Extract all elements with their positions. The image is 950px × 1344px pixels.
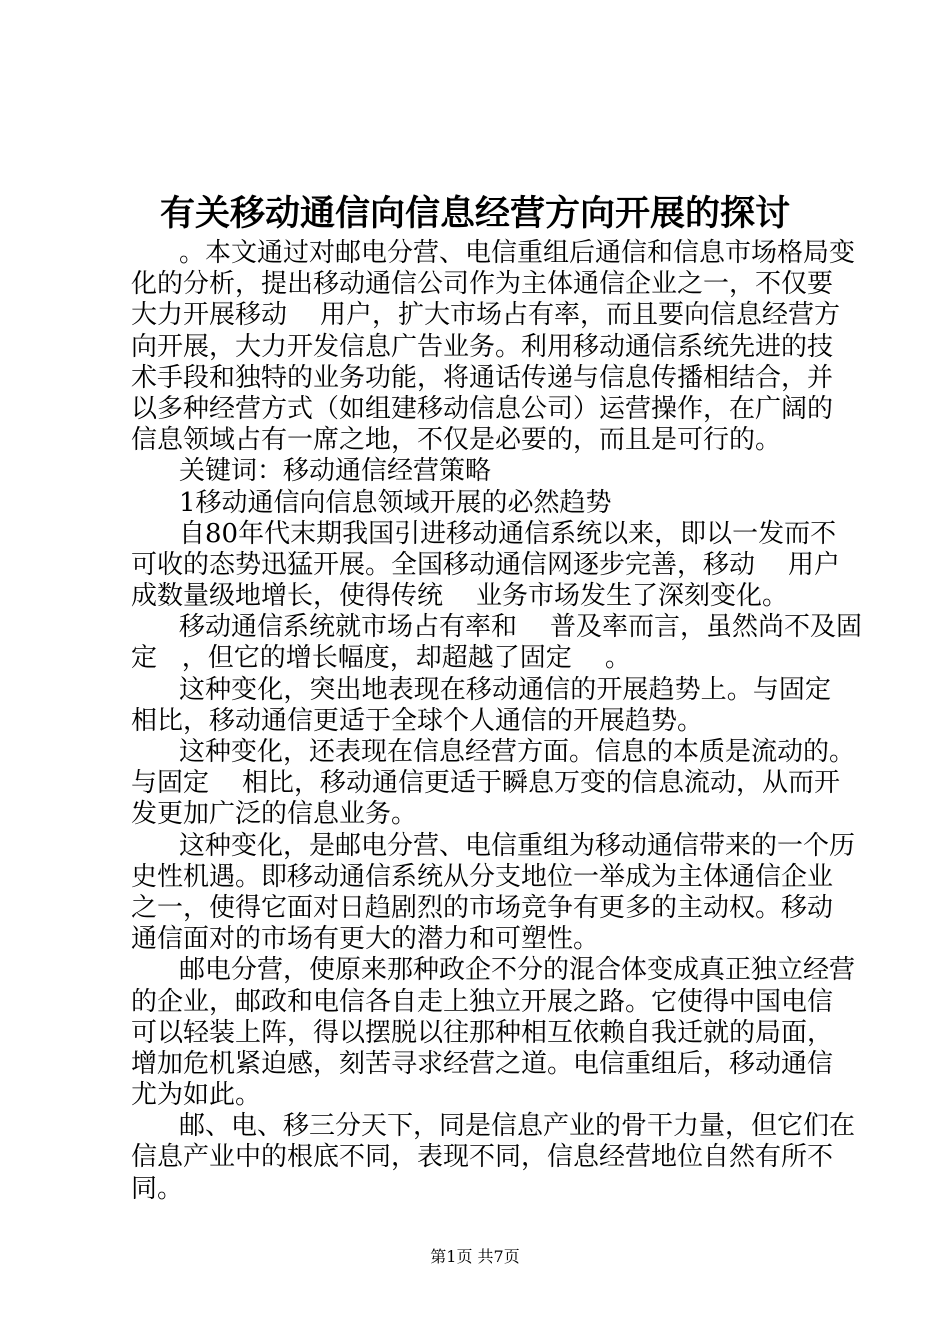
text-line: 发更加广泛的信息业务。 [131,799,418,830]
paragraph [131,737,856,831]
text-line: 尤为如此。 [131,1080,262,1111]
text-line: 这种变化，还表现在信息经营方面。信息的本质是流动的。 [179,737,856,767]
paragraph [131,675,831,737]
paragraph [131,238,856,456]
paragraph [131,830,856,956]
text-line: 邮电分营，使原来那种政企不分的混合体变成真正独立经营 [179,955,856,986]
page-footer: 第1页 共7页 [430,1247,520,1266]
text-line: 这种变化，突出地表现在移动通信的开展趋势上。与固定 [179,674,831,705]
text-line: 大力开展移动 用户，扩大市场占有率，而且要向信息经营方 [131,300,841,331]
text-line: 与固定 相比，移动通信更适于瞬息万变的信息流动，从而开 [131,768,841,799]
paragraph [131,612,863,674]
text-line: 的企业，邮政和电信各自走上独立开展之路。它使得中国电信 [131,986,834,1017]
text-line: 通信面对的市场有更大的潜力和可塑性。 [131,924,600,955]
text-line: 以多种经营方式（如组建移动信息公司）运营操作，在广阔的 [131,393,834,424]
text-line: 可收的态势迅猛开展。全国移动通信网逐步完善，移动 用户 [131,549,841,580]
text-line: 成数量级地增长，使得传统 业务市场发生了深刻变化。 [131,581,789,612]
paragraph [131,488,831,519]
text-line: 移动通信系统就市场占有率和 普及率而言，虽然尚不及固 [179,612,863,643]
paragraph [131,456,831,487]
text-line: 信息领域占有一席之地，不仅是必要的，而且是可行的。 [131,425,782,456]
text-line: 化的分析，提出移动通信公司作为主体通信企业之一，不仅要 [131,269,834,300]
text-line: 向开展，大力开发信息广告业务。利用移动通信系统先进的技 [131,331,834,362]
paragraph [131,1111,856,1205]
text-line: 自80年代末期我国引进移动通信系统以来，即以一发而不 [179,518,837,549]
paragraph [131,518,841,613]
text-line: 关键词：移动通信经营策略 [179,456,492,487]
text-line: 信息产业中的根底不同，表现不同，信息经营地位自然有所不 [131,1142,834,1173]
text-line: 增加危机紧迫感，刻苦寻求经营之道。电信重组后，移动通信 [131,1048,834,1079]
document-title: 有关移动通信向信息经营方向开展的探讨 [159,194,790,234]
document-body [131,238,863,1205]
text-line: 之一，使得它面对日趋剧烈的市场竞争有更多的主动权。移动 [131,892,834,923]
paragraph [131,955,856,1111]
text-line: 1移动通信向信息领域开展的必然趋势 [179,487,612,518]
text-line: 史性机遇。即移动通信系统从分支地位一举成为主体通信企业 [131,861,834,892]
text-line: 同。 [131,1173,184,1204]
text-line: 相比，移动通信更适于全球个人通信的开展趋势。 [131,705,704,736]
text-line: 术手段和独特的业务功能，将通话传递与信息传播相结合，并 [131,362,834,393]
text-line: 邮、电、移三分天下，同是信息产业的骨干力量，但它们在 [179,1111,856,1142]
text-line: 这种变化，是邮电分营、电信重组为移动通信带来的一个历 [179,830,856,861]
text-line: 。本文通过对邮电分营、电信重组后通信和信息市场格局变 [179,238,856,268]
text-line: 可以轻装上阵，得以摆脱以往那种相互依赖自我迁就的局面， [131,1017,834,1048]
text-line: 定 ，但它的增长幅度，却超越了固定 。 [131,643,631,674]
